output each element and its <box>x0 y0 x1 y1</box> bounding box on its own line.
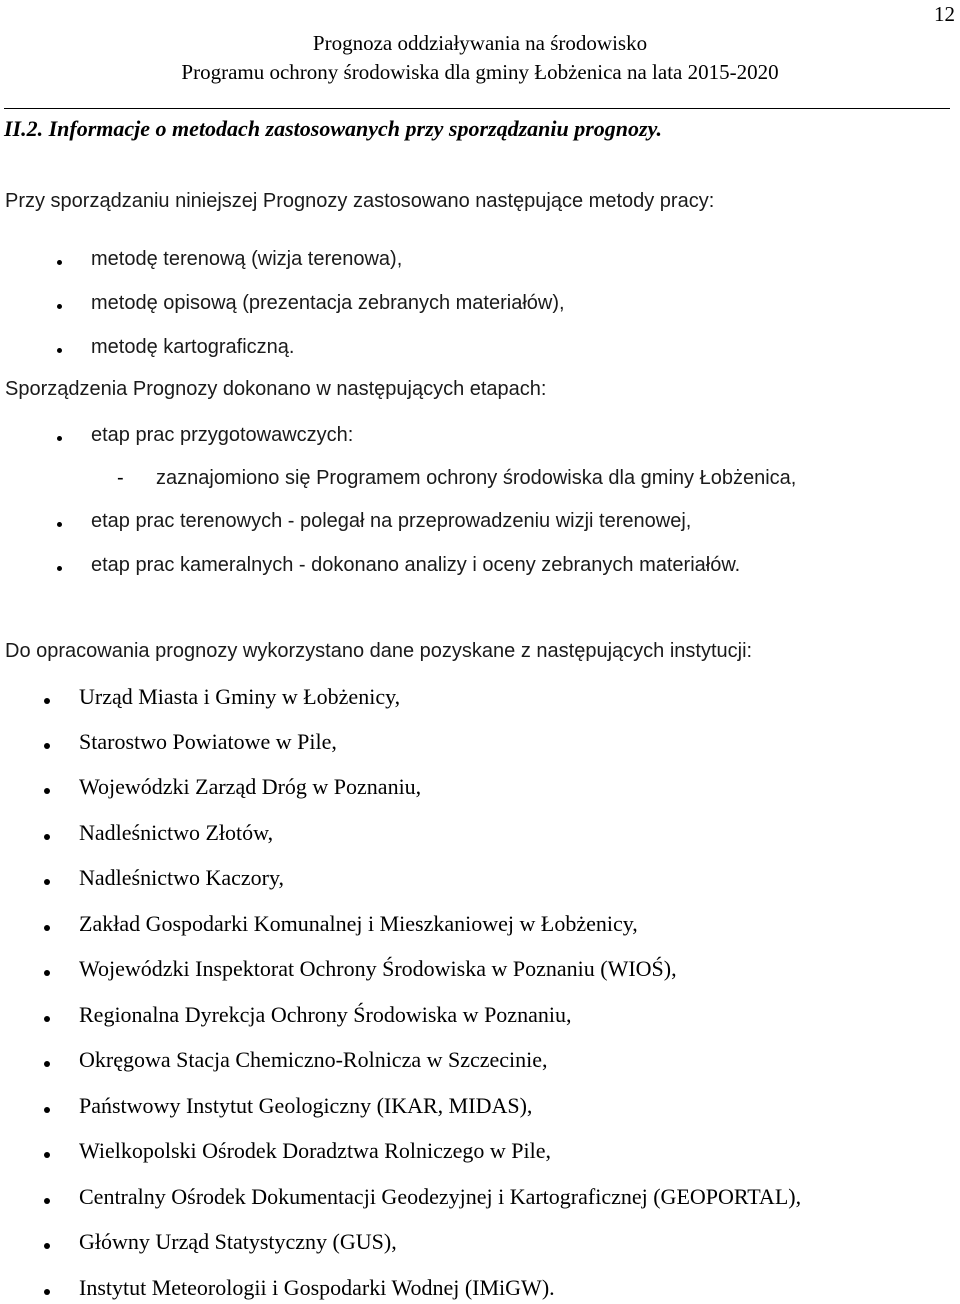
stage-sub-item: zaznajomiono się Programem ochrony środowiska dla gminy Łobżenica, <box>156 467 797 489</box>
stages-intro: Sporządzenia Prognozy dokonano w następujących etapach: <box>5 378 547 400</box>
institution-item: Instytut Meteorologii i Gospodarki Wodnej (IMiGW). <box>79 1275 555 1300</box>
bullet-icon <box>44 788 50 794</box>
bullet-icon <box>44 698 50 704</box>
institution-item: Regionalna Dyrekcja Ochrony Środowiska w Poznaniu, <box>79 1002 572 1027</box>
institution-item: Nadleśnictwo Złotów, <box>79 820 274 845</box>
institution-item: Główny Urząd Statystyczny (GUS), <box>79 1229 397 1254</box>
method-item: metodę terenową (wizja terenowa), <box>91 248 403 270</box>
bullet-icon <box>44 879 50 885</box>
institution-item: Centralny Ośrodek Dokumentacji Geodezyjnej i Kartograficznej (GEOPORTAL), <box>79 1184 802 1209</box>
bullet-icon <box>44 970 50 976</box>
header-subtitle: Programu ochrony środowiska dla gminy Łobżenica na lata 2015-2020 <box>181 60 779 84</box>
bullet-icon <box>44 1243 50 1249</box>
method-item: metodę kartograficzną. <box>91 336 295 358</box>
institution-item: Wojewódzki Zarząd Dróg w Poznaniu, <box>79 774 422 799</box>
institution-item: Wielkopolski Ośrodek Doradztwa Rolniczego w Pile, <box>79 1138 552 1163</box>
methods-intro: Przy sporządzaniu niniejszej Prognozy zastosowano następujące metody pracy: <box>5 190 715 212</box>
header-divider <box>4 108 950 109</box>
institution-item: Nadleśnictwo Kaczory, <box>79 865 285 890</box>
bullet-icon <box>57 522 62 527</box>
bullet-icon <box>57 304 62 309</box>
stage-item: etap prac kameralnych - dokonano analizy i oceny zebranych materiałów. <box>91 554 741 576</box>
stage-item: etap prac przygotowawczych: <box>91 424 354 446</box>
institutions-intro: Do opracowania prognozy wykorzystano dane pozyskane z następujących instytucji: <box>5 640 753 662</box>
institution-item: Zakład Gospodarki Komunalnej i Mieszkaniowej w Łobżenicy, <box>79 911 638 936</box>
institution-item: Wojewódzki Inspektorat Ochrony Środowiska w Poznaniu (WIOŚ), <box>79 956 677 981</box>
method-item: metodę opisową (prezentacja zebranych materiałów), <box>91 292 565 314</box>
page-number: 12 <box>934 2 955 26</box>
institution-item: Urząd Miasta i Gminy w Łobżenicy, <box>79 684 401 709</box>
bullet-icon <box>44 1107 50 1113</box>
bullet-icon <box>44 1061 50 1067</box>
institution-item: Okręgowa Stacja Chemiczno-Rolnicza w Szczecinie, <box>79 1047 548 1072</box>
bullet-icon <box>44 1289 50 1295</box>
institution-item: Państwowy Instytut Geologiczny (IKAR, MIDAS), <box>79 1093 533 1118</box>
bullet-icon <box>57 566 62 571</box>
dash-marker: - <box>117 467 124 489</box>
bullet-icon <box>44 1152 50 1158</box>
stage-item: etap prac terenowych - polegał na przeprowadzeniu wizji terenowej, <box>91 510 692 532</box>
institution-item: Starostwo Powiatowe w Pile, <box>79 729 337 754</box>
bullet-icon <box>57 260 62 265</box>
bullet-icon <box>44 1016 50 1022</box>
bullet-icon <box>44 743 50 749</box>
bullet-icon <box>57 436 62 441</box>
bullet-icon <box>57 348 62 353</box>
bullet-icon <box>44 834 50 840</box>
header-title: Prognoza oddziaływania na środowisko <box>312 31 648 55</box>
bullet-icon <box>44 1198 50 1204</box>
section-title: II.2. Informacje o metodach zastosowanych przy sporządzaniu prognozy. <box>4 116 663 141</box>
bullet-icon <box>44 925 50 931</box>
